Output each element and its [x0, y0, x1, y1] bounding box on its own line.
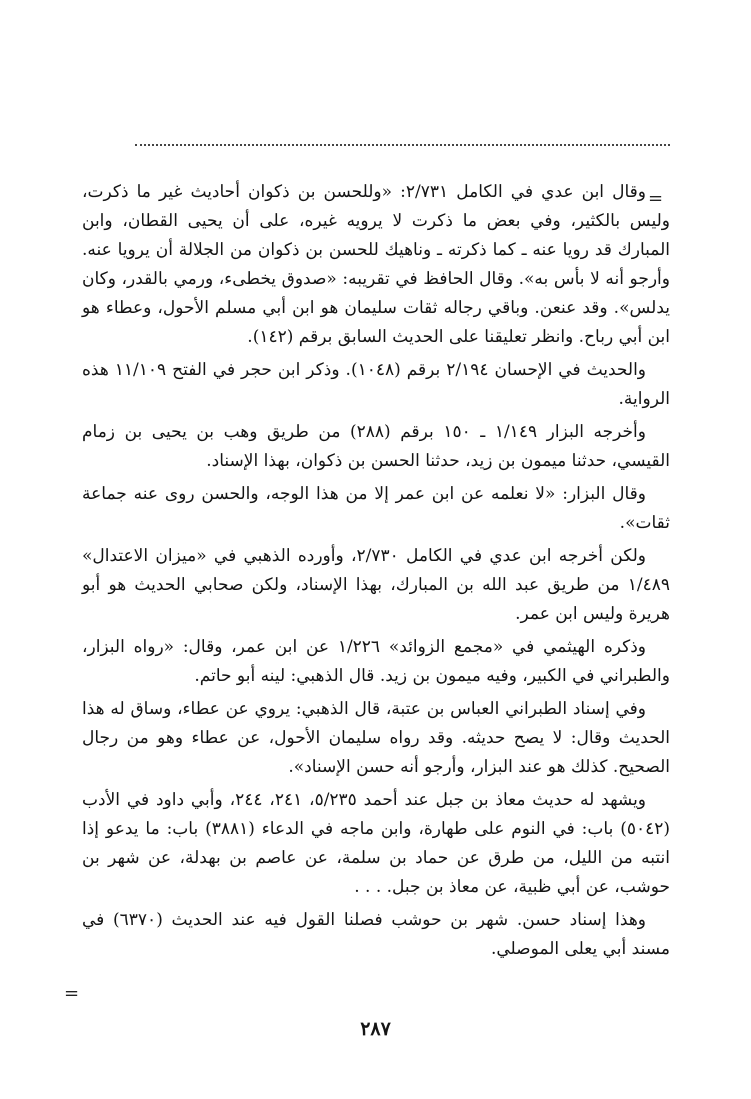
footnote-paragraph: وقال البزار: «لا نعلمه عن ابن عمر إلا من هذا الوجه، والحسن روى عنه جماعة ثقات». [82, 484, 670, 533]
footnote-separator [135, 144, 670, 146]
footnote-text [82, 178, 670, 968]
footnote-paragraph: وقال ابن عدي في الكامل ٢/٧٣١: «وللحسن بن ذكوان أحاديث غير ما ذكرت، وليس بالكثير، وفي بعض ما ذكرت لا يرويه غيره، على أن يحيى القطان، وابن المبارك قد رويا عنه ـ كما ذكرته ـ وناهيك للحسن بن ذكوان من الجلالة أن يرويا عنه. وأرجو أنه لا بأس به». وقال الحافظ في تقريبه: «صدوق يخطىء، ورمي بالقدر، وكان يدلس». وقد عنعن. وباقي رجاله ثقات سليمان هو ابن أبي مسلم الأحول، وعطاء هو ابن أبي رباح. وانظر تعليقنا على الحديث السابق برقم (١٤٢). [82, 182, 670, 347]
footnote-paragraph: ويشهد له حديث معاذ بن جبل عند أحمد ٥/٢٣٥، ٢٤١، ٢٤٤، وأبي داود في الأدب (٥٠٤٢) باب: في النوم على طهارة، وابن ماجه في الدعاء (٣٨٨١) باب: ما يدعو إذا انتبه من الليل، من طرق عن حماد بن سلمة، عن عاصم بن بهدلة، عن شهر بن حوشب، عن أبي ظبية، عن معاذ بن جبل. . . . [82, 790, 670, 897]
continuation-mark-bottom: = [64, 983, 80, 1004]
page-number: ٢٨٧ [360, 1018, 391, 1040]
footnote-paragraph: وأخرجه البزار ١/١٤٩ ـ ١٥٠ برقم (٢٨٨) من طريق وهب بن يحيى بن زمام القيسي، حدثنا ميمون بن زيد، حدثنا الحسن بن ذكوان، بهذا الإسناد. [82, 422, 670, 471]
footnote-paragraph: ولكن أخرجه ابن عدي في الكامل ٢/٧٣٠، وأورده الذهبي في «ميزان الاعتدال» ١/٤٨٩ من طريق عبد الله بن المبارك، بهذا الإسناد، ولكن صحابي الحديث هو أبو هريرة وليس ابن عمر. [82, 546, 670, 624]
footnote-paragraph: وهذا إسناد حسن. شهر بن حوشب فصلنا القول فيه عند الحديث (٦٣٧٠) في مسند أبي يعلى الموصلي. [82, 910, 670, 959]
footnote-paragraph: وذكره الهيثمي في «مجمع الزوائد» ١/٢٢٦ عن ابن عمر، وقال: «رواه البزار، والطبراني في الكبير، وفيه ميمون بن زيد. قال الذهبي: لينه أبو حاتم. [82, 637, 670, 686]
continuation-mark-top: = [648, 188, 664, 209]
footnote-paragraph: وفي إسناد الطبراني العباس بن عتبة، قال الذهبي: يروي عن عطاء، وساق له هذا الحديث وقال: لا يصح حديثه. وقد رواه سليمان الأحول، عن عطاء وهو من رجال الصحيح. كذلك هو عند البزار، وأرجو أنه حسن الإسناد». [82, 699, 670, 777]
footnote-paragraph: والحديث في الإحسان ٢/١٩٤ برقم (١٠٤٨). وذكر ابن حجر في الفتح ١١/١٠٩ هذه الرواية. [82, 360, 670, 409]
